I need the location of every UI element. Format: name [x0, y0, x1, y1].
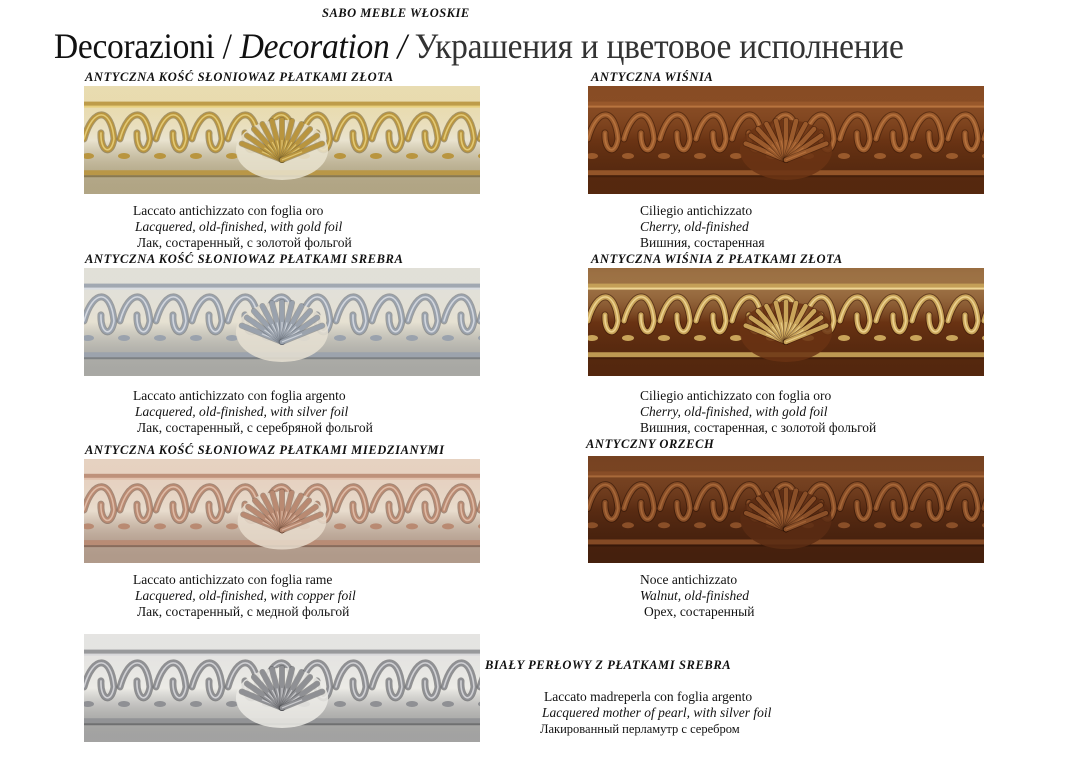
finish-caption	[133, 388, 373, 436]
molding-graphic	[84, 459, 480, 563]
molding-graphic	[84, 634, 480, 742]
finish-heading: ANTYCZNA KOŚĆ SŁONIOWAZ PŁATKAMI SREBRA	[85, 252, 404, 266]
caption-russian: Вишния, состаренная, с золотой фольгой	[640, 420, 877, 435]
finish-caption	[540, 689, 772, 737]
page-title	[54, 24, 904, 68]
finish-swatch	[84, 268, 480, 376]
finish-swatch	[84, 86, 480, 194]
caption-russian: Лакированный перламутр с серебром	[540, 722, 740, 736]
finish-heading: ANTYCZNY ORZECH	[586, 437, 715, 451]
caption-italian: Laccato antichizzato con foglia rame	[133, 572, 333, 587]
molding-graphic	[84, 268, 480, 376]
finish-swatch	[588, 86, 984, 194]
title-russian: Украшения и цветовое исполнение	[414, 26, 904, 66]
caption-english: Lacquered mother of pearl, with silver foil	[542, 705, 772, 720]
finish-swatch	[588, 268, 984, 376]
finish-caption	[640, 572, 754, 620]
finish-heading: BIAŁY PERŁOWY Z PŁATKAMI SREBRA	[485, 658, 732, 672]
molding-graphic	[588, 456, 984, 563]
caption-russian: Орех, состаренный	[644, 604, 755, 619]
caption-italian: Laccato antichizzato con foglia argento	[133, 388, 346, 403]
finish-heading: ANTYCZNA KOŚĆ SŁONIOWAZ PŁATKAMI ZŁOTA	[85, 70, 394, 84]
finish-caption	[133, 203, 352, 251]
caption-english: Lacquered, old-finished, with silver foil	[135, 404, 349, 419]
molding-graphic	[84, 86, 480, 194]
caption-italian: Noce antichizzato	[640, 572, 738, 587]
caption-russian: Лак, состаренный, с серебряной фольгой	[137, 420, 373, 435]
caption-russian: Вишния, состаренная	[640, 235, 765, 250]
finish-swatch	[84, 459, 480, 563]
caption-english: Walnut, old-finished	[640, 588, 750, 603]
brand-label: SABO MEBLE WŁOSKIE	[322, 6, 470, 20]
finish-caption	[640, 388, 876, 436]
caption-russian: Лак, состаренный, с золотой фольгой	[137, 235, 352, 250]
title-english: Decoration /	[239, 26, 407, 66]
caption-italian: Laccato antichizzato con foglia oro	[133, 203, 324, 218]
molding-graphic	[588, 86, 984, 194]
caption-russian: Лак, состаренный, с медной фольгой	[137, 604, 350, 619]
finish-caption	[133, 572, 356, 620]
finish-heading: ANTYCZNA WIŚNIA	[591, 70, 714, 84]
title-italian: Decorazioni /	[54, 26, 232, 66]
finish-swatch	[84, 634, 480, 742]
finish-heading: ANTYCZNA KOŚĆ SŁONIOWAZ PŁATKAMI MIEDZIANYMI	[85, 443, 445, 457]
finish-caption	[640, 203, 765, 251]
finish-swatch	[588, 456, 984, 563]
finish-heading: ANTYCZNA WIŚNIA Z PŁATKAMI ZŁOTA	[591, 252, 843, 266]
caption-italian: Ciliegio antichizzato con foglia oro	[640, 388, 832, 403]
caption-italian: Laccato madreperla con foglia argento	[544, 689, 753, 704]
caption-italian: Ciliegio antichizzato	[640, 203, 753, 218]
caption-english: Lacquered, old-finished, with copper foil	[135, 588, 356, 603]
molding-graphic	[588, 268, 984, 376]
caption-english: Cherry, old-finished, with gold foil	[640, 404, 828, 419]
caption-english: Lacquered, old-finished, with gold foil	[135, 219, 343, 234]
caption-english: Cherry, old-finished	[640, 219, 749, 234]
